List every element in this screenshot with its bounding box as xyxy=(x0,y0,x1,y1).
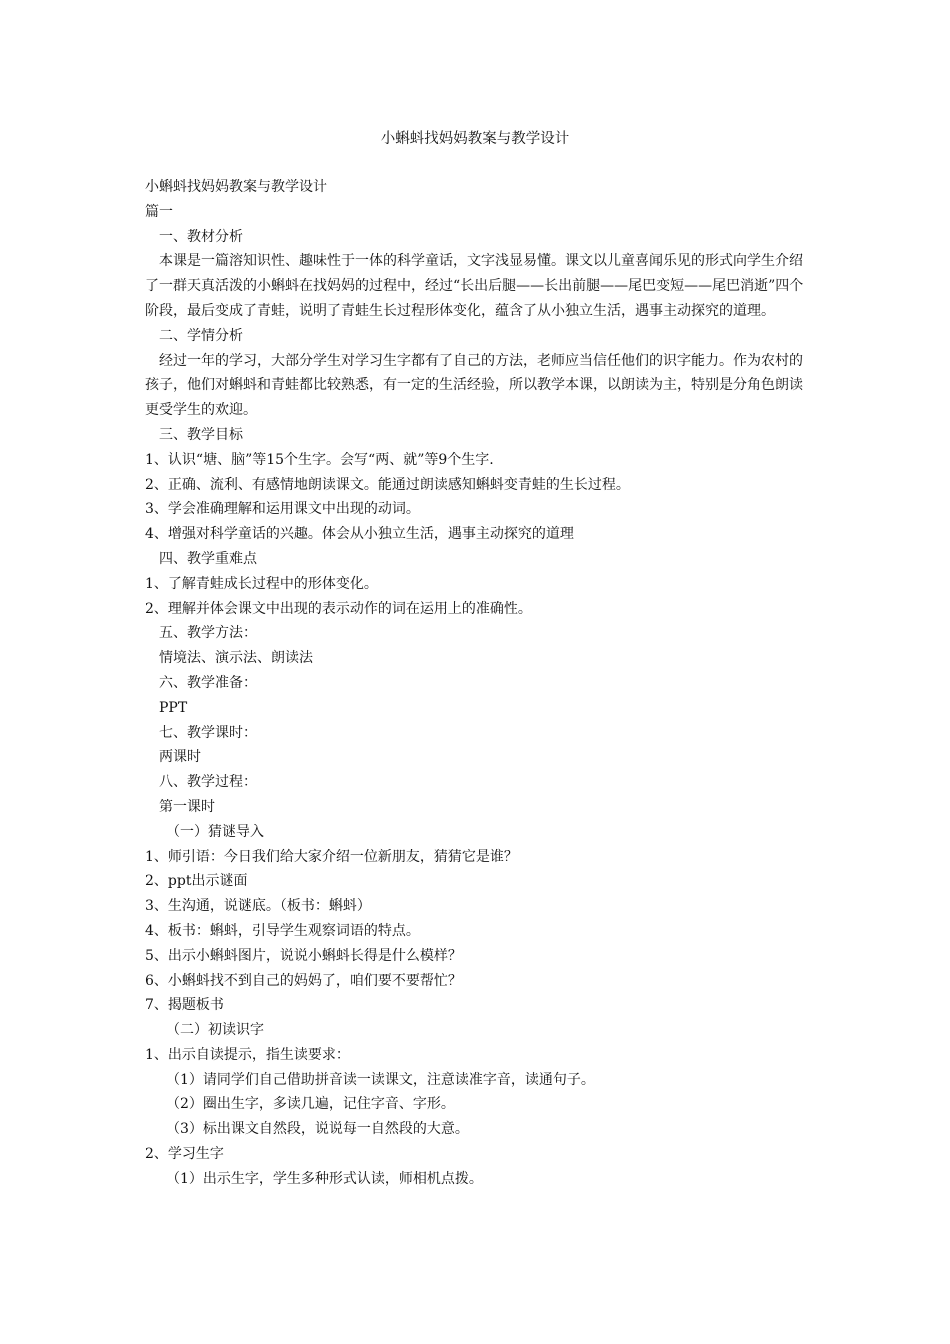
step-item: 4、板书：蝌蚪，引导学生观察词语的特点。 xyxy=(145,922,420,939)
step-subitem: （2）圈出生字，多读几遍，记住字音、字形。 xyxy=(166,1096,455,1113)
key-point-item: 2、理解并体会课文中出现的表示动作的词在运用上的准确性。 xyxy=(145,600,532,617)
document-title: 小蝌蚪找妈妈教案与教学设计 xyxy=(380,131,570,147)
part-label: 篇一 xyxy=(145,203,173,220)
section-heading-materials: 一、教材分析 xyxy=(159,228,243,245)
step-item: 2、ppt出示谜面 xyxy=(145,873,248,890)
step-item: 5、出示小蝌蚪图片，说说小蝌蚪长得是什么模样？ xyxy=(145,947,462,964)
lesson-label: 第一课时 xyxy=(159,798,215,815)
section-paragraph-students: 经过一年的学习，大部分学生对学习生字都有了自己的方法，老师应当信任他们的识字能力。作为农村的孩子，他们对蝌蚪和青蛙都比较熟悉，有一定的生活经验，所以教学本课，以朗读为主，特别是分角色朗读更受学生的欢迎。 xyxy=(145,352,803,419)
section-heading-methods: 五、教学方法： xyxy=(159,625,257,642)
methods-text: 情境法、演示法、朗读法 xyxy=(159,650,313,667)
preparation-text: PPT xyxy=(159,699,188,716)
section-heading-periods: 七、教学课时： xyxy=(159,724,257,741)
step-heading-reading: （二）初读识字 xyxy=(166,1022,264,1039)
step-item: 2、学习生字 xyxy=(145,1146,224,1163)
section-heading-students: 二、学情分析 xyxy=(159,327,243,344)
goal-item: 1、认识“塘、脑”等15个生字。会写“两、就”等9个生字. xyxy=(145,451,494,468)
section-heading-key-points: 四、教学重难点 xyxy=(159,550,257,567)
step-item: 6、小蝌蚪找不到自己的妈妈了，咱们要不要帮忙？ xyxy=(145,972,462,989)
section-paragraph-materials: 本课是一篇溶知识性、趣味性于一体的科学童话，文字浅显易懂。课文以儿童喜闻乐见的形式向学生介绍了一群天真活泼的小蝌蚪在找妈妈的过程中，经过“长出后腿——长出前腿——尾巴变短——尾巴消逝”四个阶段，最后变成了青蛙，说明了青蛙生长过程形体变化，蕴含了从小独立生活，遇事主动探究的道理。 xyxy=(145,253,804,319)
goal-item: 3、学会准确理解和运用课文中出现的动词。 xyxy=(145,501,420,518)
step-item: 7、揭题板书 xyxy=(145,997,224,1014)
step-subitem: （3）标出课文自然段，说说每一自然段的大意。 xyxy=(166,1121,469,1138)
section-heading-goals: 三、教学目标 xyxy=(159,426,243,443)
document-subtitle: 小蝌蚪找妈妈教案与教学设计 xyxy=(145,179,327,195)
document-body xyxy=(145,175,815,1192)
section-heading-preparation: 六、教学准备： xyxy=(159,674,257,691)
goal-item: 4、增强对科学童话的兴趣。体会从小独立生活，遇事主动探究的道理 xyxy=(145,526,574,543)
step-heading-riddle: （一）猜谜导入 xyxy=(166,823,264,840)
goal-item: 2、正确、流利、有感情地朗读课文。能通过朗读感知蝌蚪变青蛙的生长过程。 xyxy=(145,476,630,493)
step-item: 1、师引语：今日我们给大家介绍一位新朋友，猜猜它是谁？ xyxy=(145,848,518,865)
section-heading-process: 八、教学过程： xyxy=(159,774,257,791)
key-point-item: 1、了解青蛙成长过程中的形体变化。 xyxy=(145,575,378,592)
step-item: 1、出示自读提示，指生读要求： xyxy=(145,1046,350,1063)
step-subitem: （1）出示生字，学生多种形式认读，师相机点拨。 xyxy=(166,1170,483,1187)
step-subitem: （1）请同学们自己借助拼音读一读课文，注意读准字音，读通句子。 xyxy=(166,1071,595,1088)
step-item: 3、生沟通，说谜底。（板书：蝌蚪） xyxy=(145,898,371,915)
periods-text: 两课时 xyxy=(159,749,201,766)
